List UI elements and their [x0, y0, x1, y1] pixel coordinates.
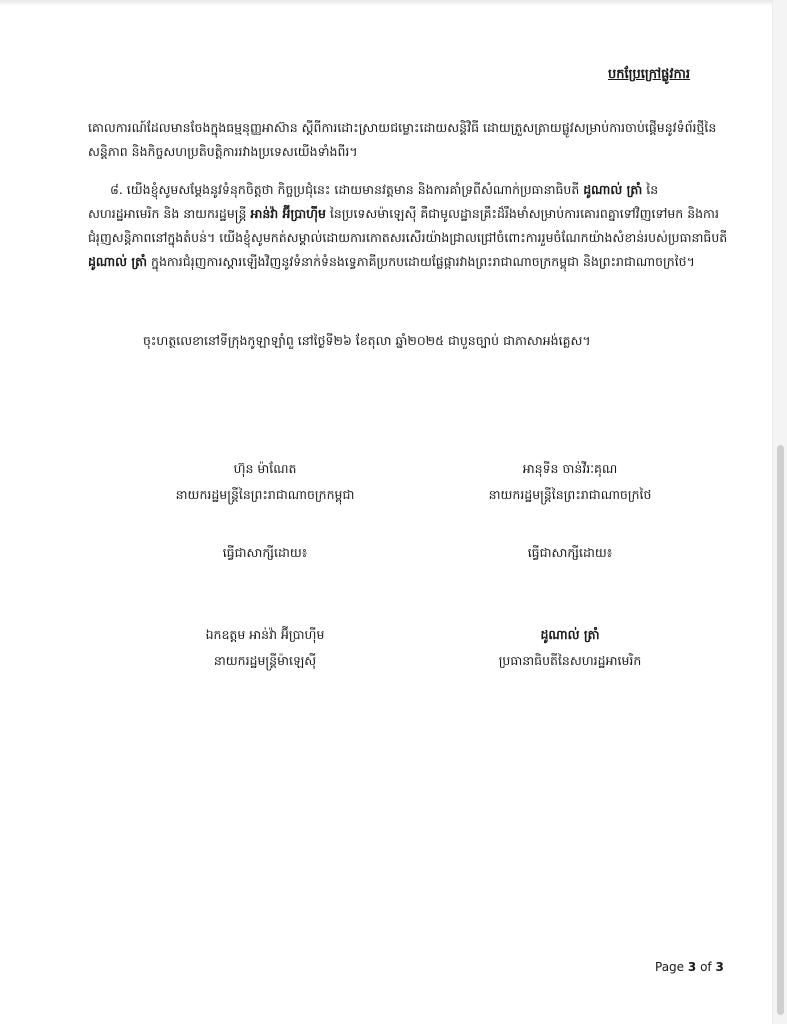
page-number [655, 960, 724, 974]
top-shadow [0, 0, 787, 6]
of-word: of [700, 960, 712, 974]
scrollbar-thumb[interactable] [777, 445, 784, 1015]
signatory-name: អានុទីន ចាន់វីរៈគុណ [522, 461, 618, 476]
signature-block-malaysia [115, 622, 415, 674]
witness-name: ដូណាល់ ត្រាំ [540, 627, 600, 642]
signatory-title: នាយករដ្ឋមន្ត្រីនៃព្រះរាជាណាចក្រកម្ពុជា [175, 487, 355, 502]
signatory-name: ហ៊ុន ម៉ាណែត [233, 461, 297, 476]
current-page: 3 [687, 960, 697, 974]
signatory-title: នាយករដ្ឋមន្ត្រីនៃព្រះរាជាណាចក្រថៃ [488, 487, 652, 502]
paragraph-8-text-2: នៃសហរដ្ឋអាមេរិក និង នាយករដ្ឋមន្ត្រី [88, 182, 659, 221]
total-pages: 3 [715, 960, 724, 974]
signature-block-cambodia [115, 456, 415, 508]
name-donald-trump-2: ដូណាល់ ត្រាំ [88, 254, 148, 269]
signature-block-thailand [420, 456, 720, 508]
witness-title: នាយករដ្ឋមន្ត្រីម៉ាឡេស៊ី [213, 653, 317, 668]
witness-title: ប្រធានាធិបតីនៃសហរដ្ឋអាមេរិក [498, 653, 642, 668]
witnessed-by-right: ធ្វើជាសាក្សីដោយ៖ [527, 545, 613, 560]
name-anwar-ibrahim: អាន់វ៉ា អ៊ីប្រាហ៊ីម [250, 206, 326, 221]
witness-name: ឯកឧត្តម អាន់វ៉ា អ៊ីប្រាហ៊ីម [205, 627, 325, 642]
witnessed-by-left: ធ្វើជាសាក្សីដោយ៖ [222, 545, 308, 560]
page-word: Page [655, 960, 685, 974]
paragraph-8 [88, 178, 728, 274]
unofficial-translation-label: បកប្រែក្រៅផ្លូវការ [608, 67, 691, 82]
paragraph-8-text-3: នៃប្រទេសម៉ាឡេស៊ី គឺជាមូលដ្ឋានគ្រឹះដ៏រឹងមាំសម្រាប់ការគោរពគ្នាទៅវិញទៅមក និងការជំរុញសន្តិភាពនៅក្នុងតំបន់។ យើងខ្ញុំសូមកត់សម្គាល់ដោយការកោតសរសើរយ៉ាងជ្រាលជ្រៅចំពោះការរួមចំណែកយ៉ាងសំខាន់របស់ប្រធានាធិបតី [88, 206, 728, 245]
vertical-scrollbar[interactable] [772, 0, 787, 1024]
signature-block-usa [420, 622, 720, 674]
paragraph-8-text-1: ៨. យើងខ្ញុំសូមសម្តែងនូវទំនុកចិត្តថា កិច្ចប្រជុំនេះ ដោយមានវត្តមាន និងការគាំទ្រពីសំណាក់ប្រធានាធិបតី [110, 182, 584, 197]
name-donald-trump-1: ដូណាល់ ត្រាំ [583, 182, 643, 197]
paragraph-8-text-4: ក្នុងការជំរុញការស្តារឡើងវិញនូវទំនាក់ទំនងទ្វេភាគីប្រកបដោយផ្លែផ្ការវាងព្រះរាជាណាចក្រកម្ពុជា និងព្រះរាជាណាចក្រថៃ។ [147, 254, 695, 269]
paragraph-1: គោលការណ៍ដែលមានចែងក្នុងធម្មនុញ្ញអាស៊ាន ស្តីពីការដោះស្រាយជម្លោះដោយសន្តិវិធី ដោយត្រួសត្រាយផ្លូវសម្រាប់ការចាប់ផ្តើមនូវទំព័រថ្មីនៃសន្តិភាព និងកិច្ចសហប្រតិបត្តិការរវាងប្រទេសយើងទាំងពីរ។ [88, 120, 717, 159]
signing-statement: ចុះហត្ថលេខានៅទីក្រុងកូឡាឡាំពួ នៅថ្ងៃទី២៦ ខែតុលា ឆ្នាំ២០២៥ ជាបួនច្បាប់ ជាភាសាអង់គ្លេស។ [143, 333, 591, 348]
